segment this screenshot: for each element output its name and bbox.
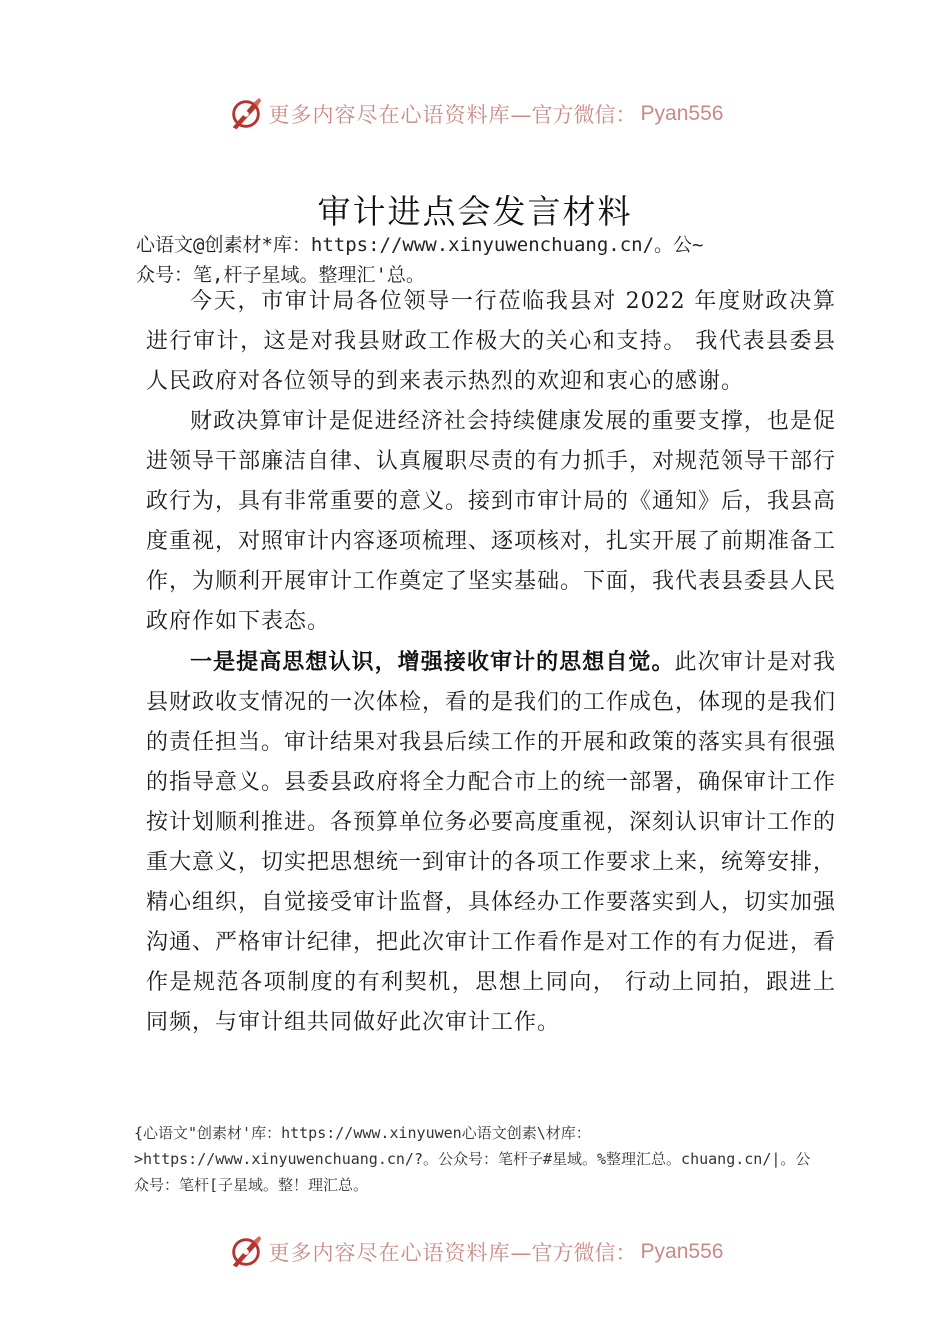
paragraph-3 bbox=[146, 642, 836, 1043]
paragraph-3-rest: 此次审计是对我县财政收支情况的一次体检，看的是我们的工作成色，体现的是我们的责任担当。审计结果对我县后续工作的开展和政策的落实具有很强的指导意义。县委县政府将全力配合市上的统一部署，确保审计工作按计划顺利推进。各预算单位务必要高度重视，深刻认识审计工作的重大意义，切实把思想统一到审计的各项工作要求上来，统筹安排，精心组织，自觉接受审计监督，具体经办工作要落实到人，切实加强沟通、严格审计纪律，把此次审计工作看作是对工作的有力促进，看作是规范各项制度的有利契机，思想上同向， 行动上同拍，跟进上同频，与审计组共同做好此次审计工作。 bbox=[146, 650, 837, 1035]
source-line-1: 心语文@创素材*库：https://www.xinyuwenchuang.cn/。公~ bbox=[136, 234, 704, 256]
bottom-banner bbox=[0, 1230, 950, 1274]
banner-separator: —官方微信： bbox=[510, 1241, 637, 1265]
top-banner bbox=[0, 92, 950, 136]
banner-text: 更多内容尽在心语资料库 bbox=[268, 1241, 511, 1265]
banner-separator: —官方微信： bbox=[510, 103, 637, 127]
paragraph-1: 今天，市审计局各位领导一行莅临我县对 2022 年度财政决算进行审计，这是对我县财政工作极大的关心和支持。 我代表县委县人民政府对各位领导的到来表示热烈的欢迎和衷心的感谢。 bbox=[146, 289, 836, 394]
footnote: {心语文"创素材'库：https://www.xinyuwen心语文创素\材库：>https://www.xinyuwenchuang.cn/?。公众号：笔杆子#星域。%整理汇总。chuang.cn/|。公众号：笔杆[子星域。整！理汇总。 bbox=[134, 1124, 811, 1194]
quill-logo-icon bbox=[227, 95, 265, 133]
banner-text: 更多内容尽在心语资料库 bbox=[268, 103, 511, 127]
quill-logo-icon bbox=[227, 1233, 265, 1271]
document-body bbox=[146, 282, 836, 1043]
banner-wechat-id: Pyan556 bbox=[640, 102, 724, 125]
paragraph-3-lead: 一是提高思想认识，增强接收审计的思想自觉。 bbox=[190, 649, 675, 675]
paragraph-2: 财政决算审计是促进经济社会持续健康发展的重要支撑，也是促进领导干部廉洁自律、认真履职尽责的有力抓手，对规范领导干部行政行为，具有非常重要的意义。接到市审计局的《通知》后，我县高度重视，对照审计内容逐项梳理、逐项核对，扎实开展了前期准备工作，为顺利开展审计工作奠定了坚实基础。下面，我代表县委县人民政府作如下表态。 bbox=[146, 409, 837, 634]
document-title: 审计进点会发言材料 bbox=[317, 192, 633, 231]
source-line-2: 众号：笔,杆子星域。整理汇'总。 bbox=[136, 264, 425, 286]
banner-wechat-id: Pyan556 bbox=[640, 1240, 724, 1263]
